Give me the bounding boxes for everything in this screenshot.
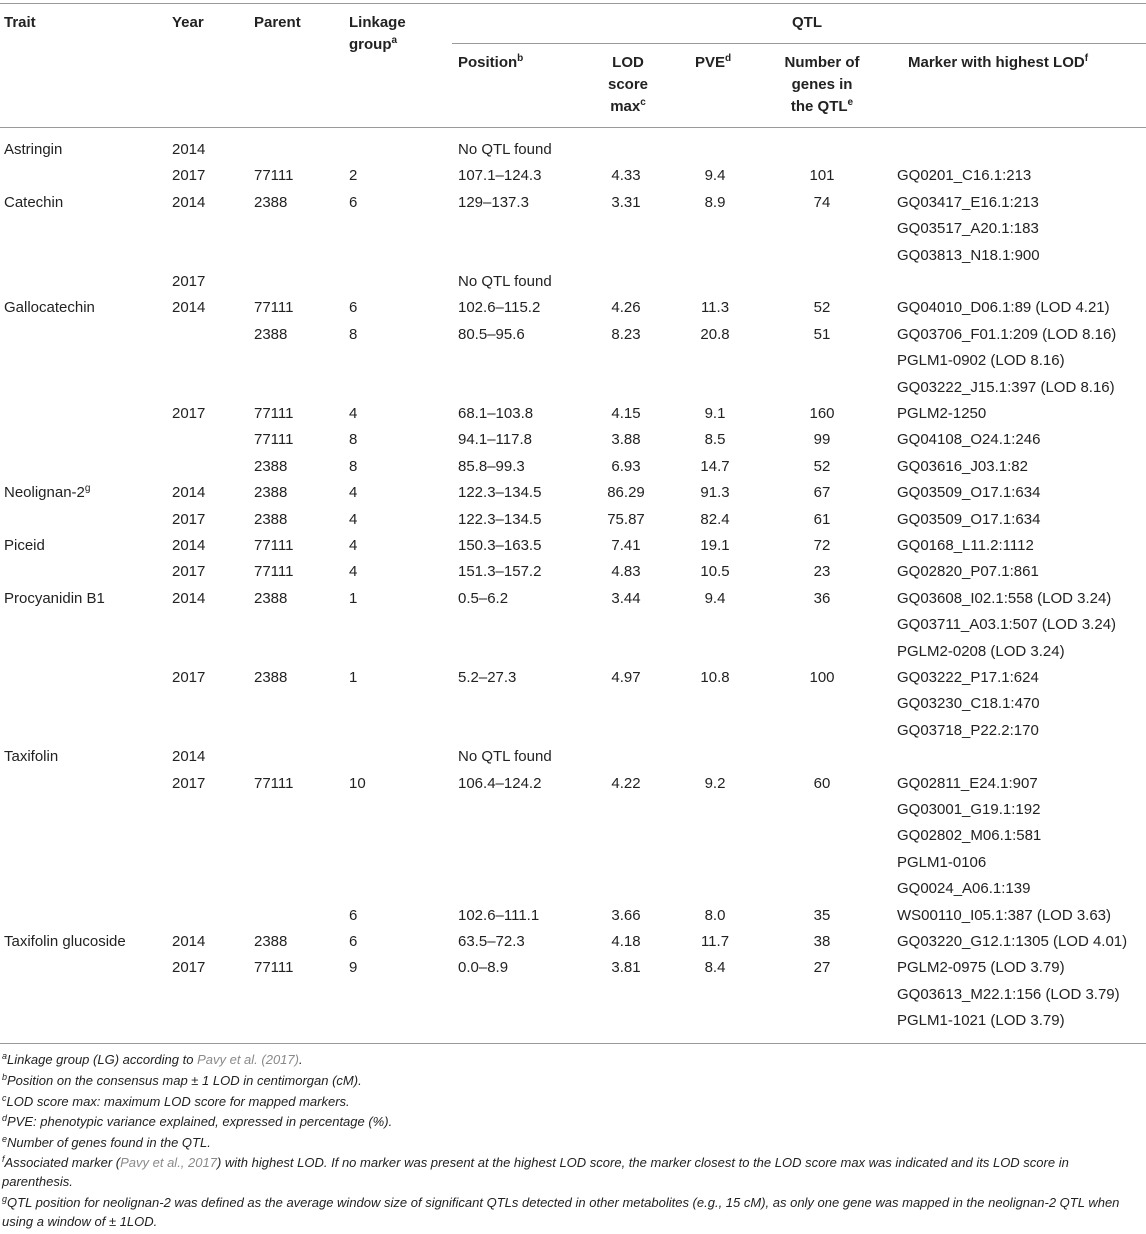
cell-parent: 2388 — [254, 484, 288, 502]
cell-gene-count: 38 — [813, 933, 831, 950]
cell-pve: 19.1 — [700, 537, 730, 554]
header-genes-sup: e — [847, 97, 854, 108]
cell-linkage-group: 8 — [349, 431, 358, 449]
cell-parent: 2388 — [254, 669, 288, 686]
cell-year: 2017 — [172, 959, 206, 977]
cell-position: 94.1–117.8 — [458, 431, 532, 449]
cell-parent: 2388 — [254, 193, 288, 211]
cell-marker: GQ0024_A06.1:139 — [897, 880, 1031, 898]
cell-linkage-group: 4 — [349, 405, 358, 422]
cell-linkage-group: 1 — [349, 669, 358, 686]
cell-gene-count: 35 — [813, 906, 831, 924]
cell-year: 2017 — [172, 273, 206, 290]
cell-lod-score: 4.18 — [611, 933, 641, 950]
cell-marker: GQ03001_G19.1:192 — [897, 801, 1041, 818]
header-lod-score-max — [594, 52, 656, 120]
cell-linkage-group: 1 — [349, 589, 358, 607]
cell-year: 2014 — [172, 537, 206, 554]
header-linkage-line2: group — [349, 36, 392, 53]
cell-gene-count: 67 — [813, 484, 831, 502]
header-qtl: QTL — [792, 14, 822, 31]
cell-position: 106.4–124.2 — [458, 774, 542, 792]
footnote-e: $^e$Number of genes found in the QTL. — [2, 1134, 211, 1150]
cell-marker: GQ03222_J15.1:397 (LOD 8.16) — [897, 378, 1115, 396]
cell-marker: GQ03220_G12.1:1305 (LOD 4.01) — [897, 933, 1128, 950]
cell-pve: 8.4 — [704, 959, 726, 977]
cell-marker: GQ0201_C16.1:213 — [897, 167, 1032, 185]
cell-position: 102.6–111.1 — [458, 906, 540, 924]
cell-lod-score: 6.93 — [611, 457, 641, 475]
cell-marker: GQ03613_M22.1:156 (LOD 3.79) — [897, 985, 1120, 1003]
cell-parent: 77111 — [254, 537, 294, 554]
cell-linkage-group: 2 — [349, 167, 358, 185]
cell-pve: 14.7 — [700, 457, 730, 475]
cell-parent: 77111 — [254, 959, 294, 977]
cell-lod-score: 3.44 — [611, 589, 641, 607]
cell-year: 2017 — [172, 510, 206, 528]
cell-parent: 2388 — [254, 933, 288, 950]
footnote-c: $^c$LOD score max: maximum LOD score for mapped markers. — [2, 1093, 350, 1109]
footnote-b: $^b$Position on the consensus map ± 1 LOD in centimorgan (cM). — [2, 1072, 362, 1088]
header-year: Year — [172, 14, 204, 31]
cell-linkage-group: 10 — [349, 774, 366, 792]
cell-marker: GQ03509_O17.1:634 — [897, 510, 1041, 528]
cell-parent: 77111 — [254, 405, 294, 422]
cell-trait: Gallocatechin — [4, 299, 95, 317]
cell-gene-count: 160 — [809, 405, 835, 422]
cell-marker: PGLM2-0975 (LOD 3.79) — [897, 959, 1065, 977]
cell-marker: GQ03417_E16.1:213 — [897, 193, 1039, 211]
header-linkage-group — [349, 12, 406, 58]
cell-parent: 77111 — [254, 774, 294, 792]
cell-pve: 9.4 — [704, 167, 726, 185]
cell-parent: 77111 — [254, 563, 294, 581]
cell-parent: 77111 — [254, 299, 294, 317]
cell-marker: GQ03706_F01.1:209 (LOD 8.16) — [897, 325, 1117, 343]
cell-parent: 77111 — [254, 167, 294, 185]
cell-linkage-group: 6 — [349, 299, 358, 317]
header-bottom-rule — [0, 127, 1146, 128]
cell-gene-count: 61 — [813, 510, 831, 528]
cell-marker: GQ02820_P07.1:861 — [897, 563, 1039, 581]
footnote-d: $^d$PVE: phenotypic variance explained, expressed in percentage (%). — [2, 1113, 393, 1129]
cell-gene-count: 27 — [813, 959, 831, 977]
cell-marker: PGLM1-1021 (LOD 3.79) — [897, 1012, 1065, 1030]
cell-marker: PGLM2-1250 — [897, 405, 987, 422]
cell-trait — [4, 480, 90, 508]
cell-marker: GQ03608_I02.1:558 (LOD 3.24) — [897, 589, 1112, 607]
cell-gene-count: 74 — [813, 193, 831, 211]
cell-marker: GQ04010_D06.1:89 (LOD 4.21) — [897, 299, 1110, 317]
cell-position: 68.1–103.8 — [458, 405, 534, 422]
cell-linkage-group: 8 — [349, 325, 358, 343]
qtl-group-rule — [452, 43, 1146, 44]
cell-pve: 20.8 — [700, 325, 730, 343]
cell-year: 2017 — [172, 774, 206, 792]
footnote-a-citation: Pavy et al. (2017) — [197, 1052, 299, 1067]
cell-marker: GQ03509_O17.1:634 — [897, 484, 1041, 502]
header-linkage-sup: a — [391, 35, 398, 46]
cell-marker: GQ02802_M06.1:581 — [897, 827, 1042, 845]
cell-pve: 11.7 — [700, 933, 730, 950]
cell-pve: 91.3 — [700, 484, 730, 502]
cell-parent: 2388 — [254, 510, 288, 528]
cell-pve: 8.5 — [704, 431, 726, 449]
footnote-a: $^a$Linkage group (LG) according to Pavy et al. (2017). — [2, 1051, 303, 1067]
cell-lod-score: 4.26 — [611, 299, 641, 317]
cell-linkage-group: 8 — [349, 457, 358, 475]
cell-linkage-group: 6 — [349, 933, 358, 950]
cell-year: 2014 — [172, 933, 206, 950]
table-top-rule — [0, 3, 1146, 4]
cell-position: No QTL found — [458, 141, 552, 158]
header-lod-sup: c — [640, 97, 646, 108]
header-number-of-genes — [772, 52, 872, 120]
cell-position: 129–137.3 — [458, 193, 529, 211]
cell-lod-score: 4.15 — [611, 405, 641, 422]
cell-pve: 11.3 — [700, 299, 730, 317]
cell-linkage-group: 4 — [349, 537, 358, 554]
cell-year: 2014 — [172, 299, 206, 317]
table-bottom-rule — [0, 1043, 1146, 1044]
cell-position: 0.5–6.2 — [458, 589, 509, 607]
header-position: Position$^b$ — [458, 53, 524, 71]
cell-position: 150.3–163.5 — [458, 537, 542, 554]
header-marker: Marker with highest LOD$^f$ — [908, 53, 1089, 71]
header-marker-sup: f — [1084, 53, 1089, 64]
cell-pve: 9.1 — [704, 405, 726, 422]
cell-position: 5.2–27.3 — [458, 669, 517, 686]
cell-marker: GQ03616_J03.1:82 — [897, 457, 1028, 475]
cell-position: 0.0–8.9 — [458, 959, 509, 977]
footnote-f-citation: Pavy et al., 2017 — [120, 1155, 217, 1170]
cell-pve: 10.8 — [700, 669, 730, 686]
cell-pve: 82.4 — [700, 510, 730, 528]
cell-year: 2017 — [172, 669, 206, 686]
cell-position: 122.3–134.5 — [458, 510, 542, 528]
cell-year: 2014 — [172, 484, 206, 502]
cell-marker: GQ03711_A03.1:507 (LOD 3.24) — [897, 616, 1117, 634]
cell-parent: 2388 — [254, 325, 288, 343]
header-lod-line3: max — [610, 98, 641, 115]
cell-lod-score: 4.97 — [611, 669, 641, 686]
cell-pve: 9.4 — [704, 589, 726, 607]
cell-year: 2017 — [172, 405, 206, 422]
cell-year: 2017 — [172, 167, 206, 185]
header-lod-line2: score — [607, 76, 649, 93]
cell-lod-score: 3.81 — [611, 959, 641, 977]
cell-position: 151.3–157.2 — [458, 563, 542, 581]
cell-gene-count: 36 — [813, 589, 831, 607]
cell-gene-count: 52 — [813, 457, 831, 475]
cell-marker: GQ03813_N18.1:900 — [897, 246, 1040, 264]
cell-gene-count: 23 — [813, 563, 831, 581]
footnote-f: $^f$Associated marker (Pavy et al., 2017) with highest LOD. If no marker was present at the highest LOD score, the marker closest to the LOD score max was indicated and its LOD score in parenthesis. — [2, 1154, 1069, 1189]
cell-gene-count: 99 — [813, 431, 831, 449]
cell-parent: 2388 — [254, 589, 288, 607]
header-parent: Parent — [254, 14, 301, 31]
cell-year: 2014 — [172, 141, 206, 158]
header-linkage-line1: Linkage — [349, 14, 406, 31]
cell-position: No QTL found — [458, 273, 552, 290]
cell-marker: GQ02811_E24.1:907 — [897, 774, 1038, 792]
header-position-sup: b — [517, 53, 524, 64]
cell-gene-count: 60 — [813, 774, 831, 792]
cell-trait: Piceid — [4, 537, 45, 554]
header-pve-sup: d — [725, 53, 732, 64]
cell-linkage-group: 6 — [349, 906, 358, 924]
cell-year: 2014 — [172, 748, 206, 766]
cell-lod-score: 3.88 — [611, 431, 641, 449]
cell-trait: Taxifolin — [4, 748, 59, 766]
cell-position: 122.3–134.5 — [458, 484, 542, 502]
header-genes-line2: genes in — [791, 76, 853, 93]
cell-marker: PGLM1-0902 (LOD 8.16) — [897, 352, 1065, 370]
cell-marker: GQ03517_A20.1:183 — [897, 220, 1039, 238]
cell-linkage-group: 6 — [349, 193, 358, 211]
header-lod-line1: LOD — [612, 54, 644, 71]
cell-parent: 2388 — [254, 457, 288, 475]
cell-position: 63.5–72.3 — [458, 933, 525, 950]
header-trait: Trait — [4, 14, 36, 31]
cell-lod-score: 86.29 — [607, 484, 645, 502]
header-genes-line3: the QTL — [790, 98, 848, 115]
cell-pve: 10.5 — [700, 563, 730, 581]
cell-trait: Catechin — [4, 193, 64, 211]
cell-position: 80.5–95.6 — [458, 325, 525, 343]
cell-lod-score: 3.31 — [611, 193, 641, 211]
footnote-g: $^g$QTL position for neolignan-2 was defined as the average window size of significant QTLs detected in other metabolites (e.g., 15 cM), as only one gene was mapped in the neolignan-2 QTL when using a window of ± 1LOD. — [2, 1194, 1120, 1229]
cell-lod-score: 4.83 — [611, 563, 641, 581]
cell-gene-count: 100 — [809, 669, 835, 686]
cell-position: No QTL found — [458, 748, 552, 766]
cell-gene-count: 72 — [813, 537, 831, 554]
cell-linkage-group: 9 — [349, 959, 358, 977]
cell-trait: Procyanidin B1 — [4, 589, 105, 607]
cell-trait: Taxifolin glucoside — [4, 933, 126, 950]
cell-gene-count: 101 — [809, 167, 835, 185]
cell-linkage-group: 4 — [349, 484, 358, 502]
cell-trait-sup: g — [84, 483, 91, 495]
cell-marker: GQ04108_O24.1:246 — [897, 431, 1041, 449]
cell-position: 85.8–99.3 — [458, 457, 525, 475]
cell-pve: 8.0 — [704, 906, 726, 924]
cell-linkage-group: 4 — [349, 510, 358, 528]
header-pve: PVE$^d$ — [695, 53, 732, 71]
cell-year: 2014 — [172, 193, 206, 211]
cell-year: 2014 — [172, 589, 206, 607]
cell-marker: GQ03222_P17.1:624 — [897, 669, 1039, 686]
cell-gene-count: 52 — [813, 299, 831, 317]
cell-lod-score: 8.23 — [611, 325, 641, 343]
cell-position: 107.1–124.3 — [458, 167, 542, 185]
cell-pve: 8.9 — [704, 193, 726, 211]
cell-marker: GQ03718_P22.2:170 — [897, 721, 1039, 739]
cell-marker: GQ03230_C18.1:470 — [897, 695, 1040, 713]
cell-position: 102.6–115.2 — [458, 299, 541, 317]
cell-pve: 9.2 — [704, 774, 726, 792]
cell-marker: PGLM1-0106 — [897, 853, 987, 871]
cell-parent: 77111 — [254, 431, 294, 449]
cell-lod-score: 75.87 — [607, 510, 645, 528]
cell-marker: WS00110_I05.1:387 (LOD 3.63) — [897, 906, 1112, 924]
header-genes-line1: Number of — [784, 54, 860, 71]
cell-linkage-group: 4 — [349, 563, 358, 581]
cell-lod-score: 3.66 — [611, 906, 641, 924]
cell-lod-score: 7.41 — [611, 537, 641, 554]
cell-lod-score: 4.22 — [611, 774, 641, 792]
cell-year: 2017 — [172, 563, 206, 581]
cell-marker: PGLM2-0208 (LOD 3.24) — [897, 642, 1065, 660]
cell-gene-count: 51 — [813, 325, 831, 343]
cell-marker: GQ0168_L11.2:1112 — [897, 537, 1034, 554]
cell-lod-score: 4.33 — [611, 167, 641, 185]
cell-trait-text: Neolignan-2 — [4, 484, 85, 502]
cell-trait: Astringin — [4, 141, 63, 158]
